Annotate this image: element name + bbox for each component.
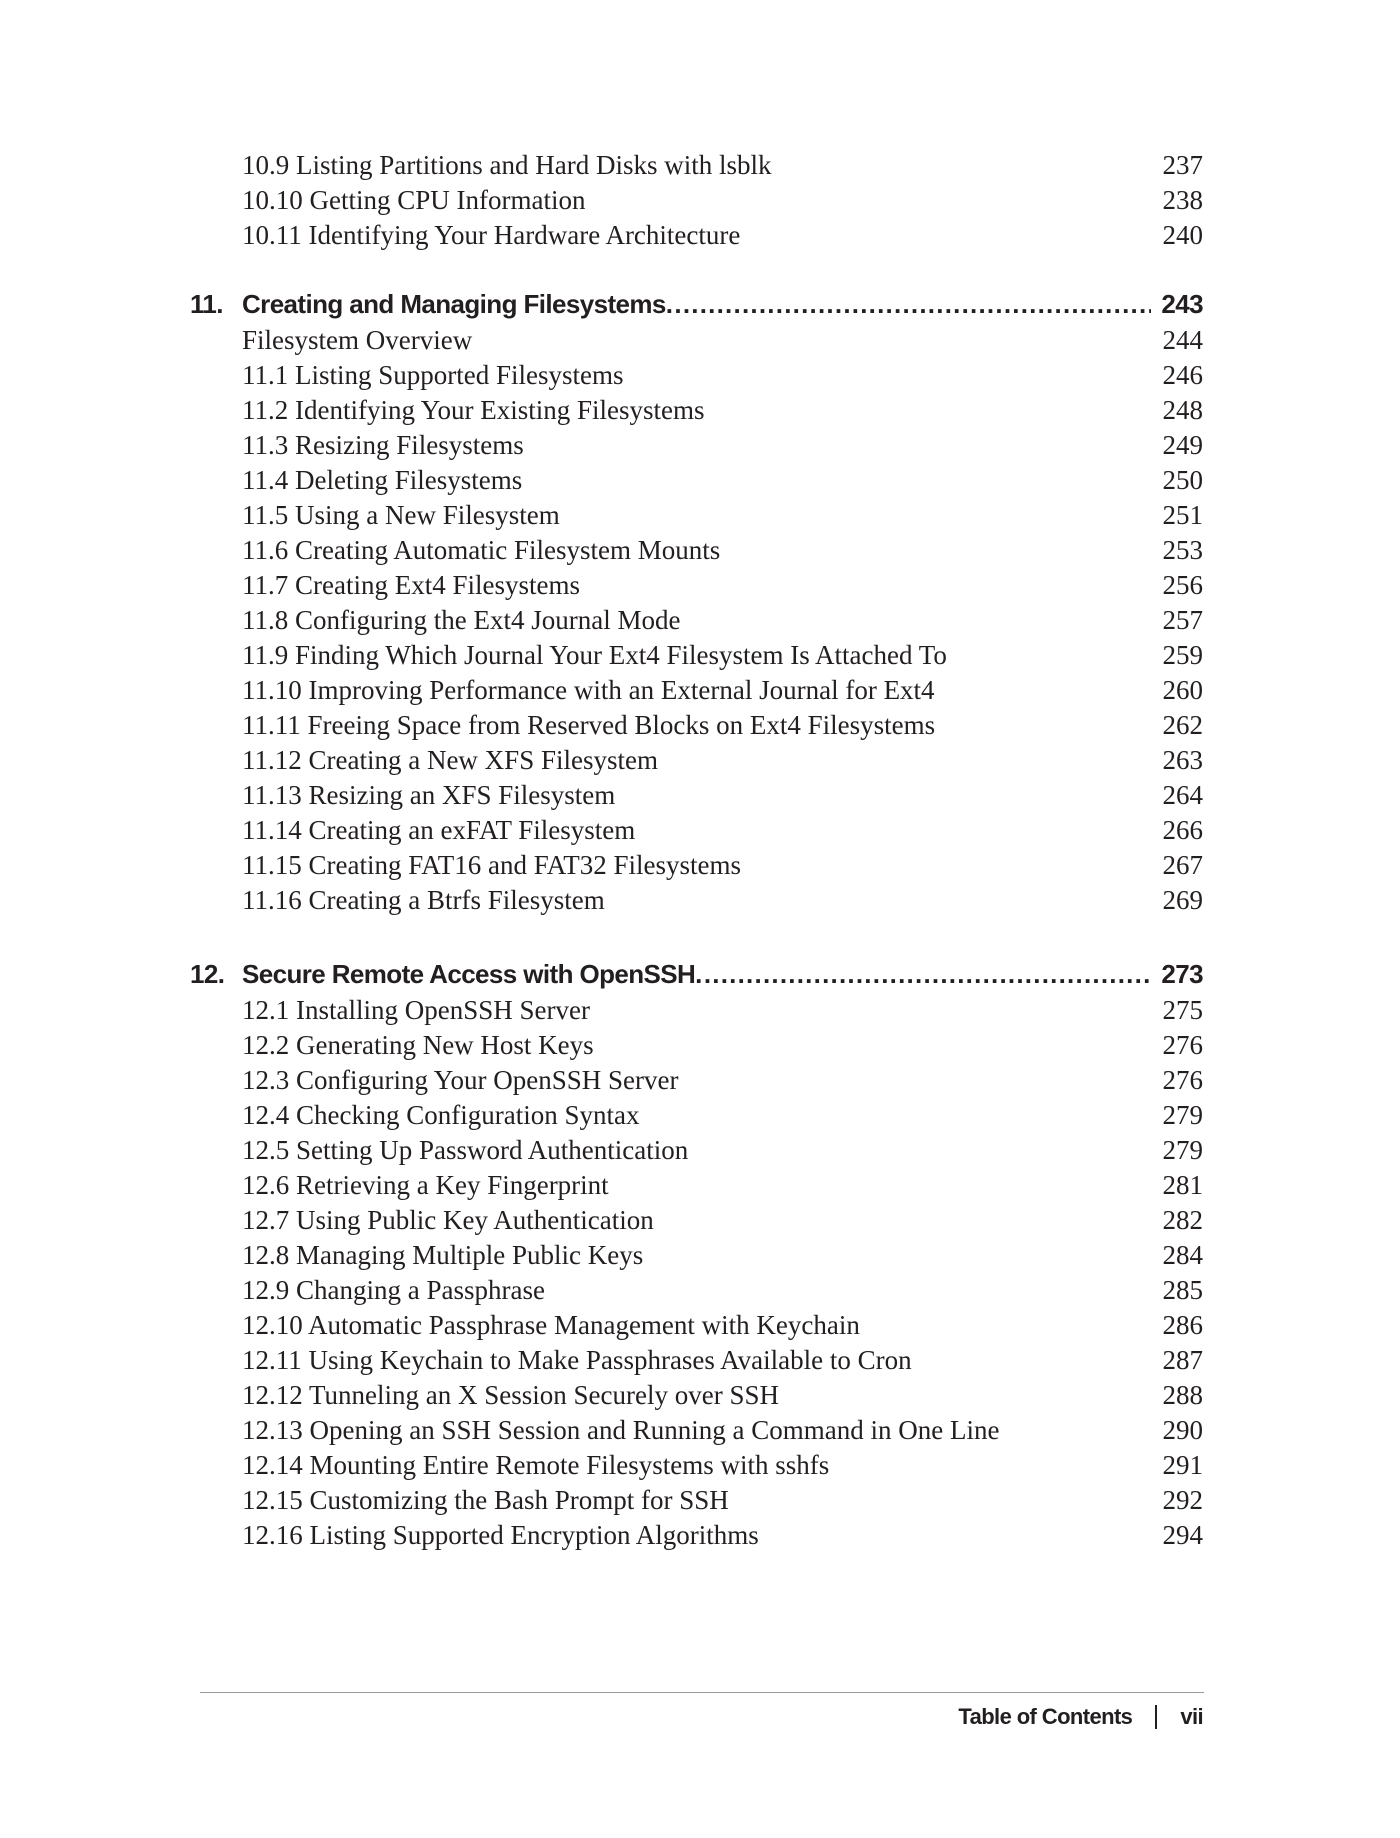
entry-title: 12.11 Using Keychain to Make Passphrases Available to Cron [242, 1345, 912, 1375]
entry-page: 248 [1162, 395, 1203, 425]
entry-title: 12.3 Configuring Your OpenSSH Server [242, 1065, 679, 1095]
toc-entry [0, 1028, 1400, 1063]
toc-entry [0, 1273, 1400, 1308]
entry-page: 291 [1162, 1450, 1203, 1480]
toc-entry [0, 183, 1400, 218]
toc-entry [0, 603, 1400, 638]
toc-entry [0, 1343, 1400, 1378]
entry-title: 12.9 Changing a Passphrase [242, 1275, 545, 1305]
toc-entry [0, 778, 1400, 813]
entry-page: 251 [1162, 500, 1203, 530]
entry-page: 259 [1162, 640, 1203, 670]
toc-entry [0, 708, 1400, 743]
entry-title: 11.10 Improving Performance with an External Journal for Ext4 [242, 675, 935, 705]
entry-title: 12.13 Opening an SSH Session and Running a Command in One Line [242, 1415, 1000, 1445]
entry-page: 257 [1162, 605, 1203, 635]
toc-entry [0, 1483, 1400, 1518]
dot-leader [674, 285, 1151, 323]
toc-entry [0, 813, 1400, 848]
entry-page: 286 [1162, 1310, 1203, 1340]
footer-rule [200, 1692, 1204, 1693]
toc-entry [0, 848, 1400, 883]
entry-page: 282 [1162, 1205, 1203, 1235]
entry-title: 12.8 Managing Multiple Public Keys [242, 1240, 644, 1270]
entry-title: 11.9 Finding Which Journal Your Ext4 Filesystem Is Attached To [242, 640, 947, 670]
entry-page: 285 [1162, 1275, 1203, 1305]
entry-title: 12.12 Tunneling an X Session Securely over SSH [242, 1380, 780, 1410]
entry-title: 12.2 Generating New Host Keys [242, 1030, 594, 1060]
entry-page: 267 [1162, 850, 1203, 880]
entry-page: 249 [1162, 430, 1203, 460]
toc-entry [0, 463, 1400, 498]
toc-entry [0, 428, 1400, 463]
entry-title: 12.16 Listing Supported Encryption Algorithms [242, 1520, 759, 1550]
entry-page: 256 [1162, 570, 1203, 600]
toc-entry [0, 1098, 1400, 1133]
chapter-heading [0, 285, 1400, 323]
entry-title: 11.16 Creating a Btrfs Filesystem [242, 885, 605, 915]
entry-title: 12.6 Retrieving a Key Fingerprint [242, 1170, 609, 1200]
continued-entries [0, 148, 1400, 253]
entry-page: 287 [1162, 1345, 1203, 1375]
entry-title: Filesystem Overview [242, 325, 473, 355]
entry-page: 294 [1162, 1520, 1203, 1550]
entry-page: 250 [1162, 465, 1203, 495]
toc-entry [0, 1063, 1400, 1098]
entry-page: 269 [1162, 885, 1203, 915]
entry-title: 10.11 Identifying Your Hardware Architecture [242, 220, 741, 250]
entry-page: 288 [1162, 1380, 1203, 1410]
entry-page: 238 [1162, 185, 1203, 215]
entry-page: 246 [1162, 360, 1203, 390]
toc-entry [0, 638, 1400, 673]
entry-title: 11.12 Creating a New XFS Filesystem [242, 745, 658, 775]
entry-title: 12.1 Installing OpenSSH Server [242, 995, 590, 1025]
entry-page: 279 [1162, 1135, 1203, 1165]
entry-title: 11.13 Resizing an XFS Filesystem [242, 780, 616, 810]
toc-entry [0, 323, 1400, 358]
chapter-title: Secure Remote Access with OpenSSH. [242, 959, 702, 989]
toc-entry [0, 1238, 1400, 1273]
footer-page-number: vii [1180, 1704, 1203, 1729]
entry-title: 11.14 Creating an exFAT Filesystem [242, 815, 636, 845]
chapter-12-block [0, 955, 1400, 1553]
entry-title: 10.9 Listing Partitions and Hard Disks with lsblk [242, 150, 772, 180]
entry-page: 292 [1162, 1485, 1203, 1515]
toc-entry [0, 568, 1400, 603]
chapter-title: Creating and Managing Filesystems. [242, 289, 673, 319]
toc-entry [0, 1133, 1400, 1168]
chapter-number: 12. [190, 959, 225, 989]
toc-entry [0, 148, 1400, 183]
toc-entry [0, 1448, 1400, 1483]
entry-page: 244 [1162, 325, 1203, 355]
page-footer [958, 1702, 1203, 1732]
toc-entry [0, 393, 1400, 428]
entry-title: 12.15 Customizing the Bash Prompt for SSH [242, 1485, 729, 1515]
chapter-heading [0, 955, 1400, 993]
toc-entry [0, 883, 1400, 918]
entry-page: 281 [1162, 1170, 1203, 1200]
toc-entry [0, 498, 1400, 533]
toc-entry [0, 1413, 1400, 1448]
toc-entry [0, 743, 1400, 778]
entry-page: 276 [1162, 1065, 1203, 1095]
entry-page: 262 [1162, 710, 1203, 740]
entry-title: 12.4 Checking Configuration Syntax [242, 1100, 640, 1130]
entry-title: 11.3 Resizing Filesystems [242, 430, 524, 460]
toc-entry [0, 218, 1400, 253]
entry-title: 12.14 Mounting Entire Remote Filesystems with sshfs [242, 1450, 830, 1480]
entry-page: 275 [1162, 995, 1203, 1025]
entry-title: 11.2 Identifying Your Existing Filesystems [242, 395, 705, 425]
entry-page: 253 [1162, 535, 1203, 565]
entry-title: 11.1 Listing Supported Filesystems [242, 360, 624, 390]
entry-title: 11.11 Freeing Space from Reserved Blocks on Ext4 Filesystems [242, 710, 936, 740]
toc-entry [0, 358, 1400, 393]
entry-title: 11.5 Using a New Filesystem [242, 500, 560, 530]
toc-entry [0, 1308, 1400, 1343]
entry-page: 264 [1162, 780, 1203, 810]
toc-entry [0, 1203, 1400, 1238]
entry-page: 240 [1162, 220, 1203, 250]
entry-page: 279 [1162, 1100, 1203, 1130]
entry-page: 266 [1162, 815, 1203, 845]
entry-page: 237 [1162, 150, 1203, 180]
entry-page: 260 [1162, 675, 1203, 705]
toc-entry [0, 1518, 1400, 1553]
entry-title: 12.10 Automatic Passphrase Management with Keychain [242, 1310, 860, 1340]
entry-title: 11.15 Creating FAT16 and FAT32 Filesystems [242, 850, 741, 880]
dot-leader [704, 955, 1152, 993]
toc-entry [0, 1168, 1400, 1203]
chapter-number: 11. [190, 289, 223, 319]
chapter-page: 243 [1161, 289, 1203, 319]
entry-title: 11.6 Creating Automatic Filesystem Mounts [242, 535, 721, 565]
toc-entry [0, 1378, 1400, 1413]
toc-entry [0, 673, 1400, 708]
toc-entry [0, 993, 1400, 1028]
entry-page: 284 [1162, 1240, 1203, 1270]
entry-title: 11.7 Creating Ext4 Filesystems [242, 570, 580, 600]
footer-separator [1155, 1705, 1157, 1729]
entry-title: 12.5 Setting Up Password Authentication [242, 1135, 689, 1165]
entry-page: 263 [1162, 745, 1203, 775]
entry-title: 11.8 Configuring the Ext4 Journal Mode [242, 605, 681, 635]
entry-page: 290 [1162, 1415, 1203, 1445]
chapter-11-block [0, 285, 1400, 918]
chapter-page: 273 [1161, 959, 1203, 989]
entry-title: 12.7 Using Public Key Authentication [242, 1205, 654, 1235]
footer-section-title: Table of Contents [958, 1704, 1133, 1729]
toc-entry [0, 533, 1400, 568]
entry-title: 11.4 Deleting Filesystems [242, 465, 523, 495]
entry-page: 276 [1162, 1030, 1203, 1060]
entry-title: 10.10 Getting CPU Information [242, 185, 586, 215]
